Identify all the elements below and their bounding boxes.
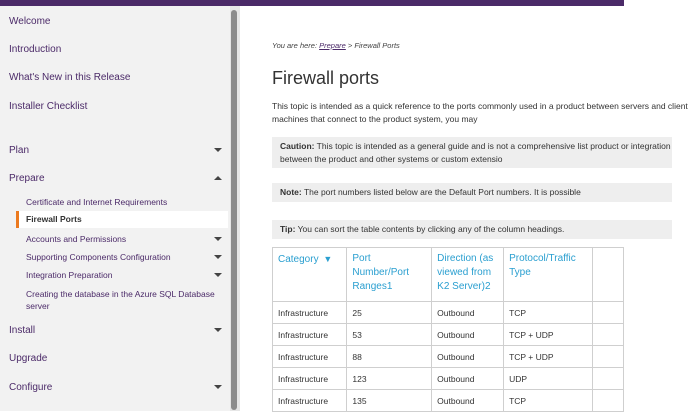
chevron-down-icon[interactable] [214, 328, 222, 332]
note-box [272, 183, 672, 202]
table-cell: Infrastructure [273, 390, 347, 412]
nav-subitem-integration-preparation[interactable]: Integration Preparation [26, 270, 113, 280]
chevron-down-icon[interactable] [214, 385, 222, 389]
table-cell: Infrastructure [273, 368, 347, 390]
ports-table [272, 247, 624, 412]
table-cell: Outbound [432, 302, 504, 324]
nav-item-installer-checklist[interactable]: Installer Checklist [9, 101, 88, 112]
sort-down-icon: ▼ [323, 254, 333, 264]
table-cell: Infrastructure [273, 302, 347, 324]
table-cell: Outbound [432, 368, 504, 390]
table-cell: TCP [504, 390, 592, 412]
nav-subitem-firewall-ports[interactable]: Firewall Ports [16, 211, 228, 228]
column-header-label: Category [278, 254, 319, 265]
breadcrumb-prefix: You are here: [272, 41, 320, 50]
table-cell [592, 302, 623, 324]
table-cell: UDP [504, 368, 592, 390]
nav-item-plan[interactable]: Plan [9, 145, 30, 156]
chevron-down-icon[interactable] [214, 148, 222, 152]
table-row [273, 346, 624, 368]
note-text: The port numbers listed below are the Default Port numbers. It is possible [301, 187, 581, 197]
chevron-down-icon[interactable] [214, 255, 222, 259]
table-cell: Outbound [432, 324, 504, 346]
nav-subitem-supporting-components[interactable]: Supporting Components Configuration [26, 252, 171, 262]
main-content [240, 6, 688, 411]
nav-item-prepare[interactable]: Prepare [9, 173, 45, 184]
nav-item-upgrade[interactable]: Upgrade [9, 353, 48, 364]
sidebar-scrollbar-thumb[interactable] [231, 10, 237, 410]
page-title: Firewall ports [272, 68, 380, 88]
intro-paragraph: This topic is intended as a quick reference to the ports commonly used in a product between servers and client machines that connect to the product system, you may [272, 101, 688, 124]
column-header-label: Protocol/Traffic Type [509, 253, 576, 278]
breadcrumb-current: > Firewall Ports [345, 41, 400, 50]
breadcrumb-link-prepare[interactable]: Prepare [319, 41, 346, 50]
nav-item-install[interactable]: Install [9, 325, 36, 336]
column-header-protocol[interactable] [504, 248, 592, 302]
table-cell [592, 324, 623, 346]
table-row [273, 324, 624, 346]
nav-subitem-azure-sql[interactable]: Creating the database in the Azure SQL Database server [26, 289, 215, 311]
tip-label: Tip: [280, 224, 296, 234]
nav-item-introduction[interactable]: Introduction [9, 44, 62, 55]
table-cell: Outbound [432, 346, 504, 368]
table-header-row [273, 248, 624, 302]
note-label: Note: [280, 187, 302, 197]
nav-item-welcome[interactable]: Welcome [9, 16, 51, 27]
column-header-label: Direction (as viewed from K2 Server)2 [437, 253, 494, 292]
caution-label: Caution: [280, 141, 315, 151]
table-cell: 53 [347, 324, 432, 346]
caution-box [272, 137, 672, 168]
breadcrumb [272, 41, 400, 50]
table-cell [592, 390, 623, 412]
table-row [273, 390, 624, 412]
nav-subitem-certificate[interactable]: Certificate and Internet Requirements [26, 197, 168, 207]
table-cell: 88 [347, 346, 432, 368]
table-cell: 123 [347, 368, 432, 390]
table-row [273, 368, 624, 390]
table-cell: TCP [504, 302, 592, 324]
table-cell: Outbound [432, 390, 504, 412]
nav-item-configure[interactable]: Configure [9, 382, 53, 393]
column-header-category[interactable] [273, 248, 347, 302]
table-row [273, 302, 624, 324]
tip-text: You can sort the table contents by clicking any of the column headings. [295, 224, 565, 234]
column-header-extra[interactable] [592, 248, 623, 302]
sidebar-items [0, 6, 230, 411]
table-cell: TCP + UDP [504, 346, 592, 368]
table-cell: 25 [347, 302, 432, 324]
caution-text: This topic is intended as a general guide and is not a comprehensive list product or integration between the product and other systems or custom extensio [280, 141, 671, 164]
table-cell [592, 346, 623, 368]
tip-box [272, 220, 672, 239]
column-header-label: Port Number/Port Ranges1 [352, 253, 410, 292]
nav-item-whats-new[interactable]: What's New in this Release [9, 72, 131, 83]
sidebar-nav [0, 6, 240, 411]
chevron-down-icon[interactable] [214, 237, 222, 241]
chevron-up-icon[interactable] [214, 176, 222, 180]
table-cell: Infrastructure [273, 324, 347, 346]
table-cell: Infrastructure [273, 346, 347, 368]
table-cell [592, 368, 623, 390]
column-header-port[interactable] [347, 248, 432, 302]
table-cell: 135 [347, 390, 432, 412]
chevron-down-icon[interactable] [214, 273, 222, 277]
nav-subitem-accounts[interactable]: Accounts and Permissions [26, 234, 127, 244]
table-cell: TCP + UDP [504, 324, 592, 346]
column-header-direction[interactable] [432, 248, 504, 302]
